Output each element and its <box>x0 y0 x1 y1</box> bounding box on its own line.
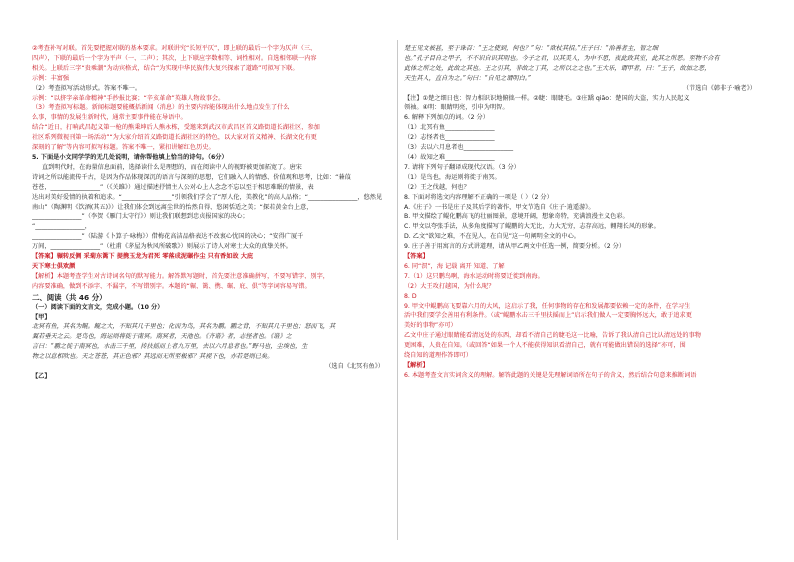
right-column-line: 天生其人，直自为之。”句曰：“自见之谓明白。” <box>404 74 532 82</box>
right-column-line: 8. 下面对将选文内容理解不正确的一项是（ ）（2 分） <box>404 193 553 201</box>
right-column-line: （1）北冥有鱼________________ <box>404 124 495 132</box>
right-column-line: 乙文中庄子通过眼睛能看清远处的东西，却看不清自己的睫毛这一比喻，告诉了我认清自己比认清远处的事物 <box>404 332 701 340</box>
right-column-line: （2）大王攻打越国，为什么呢？ <box>404 282 495 290</box>
left-column-line: 直到明代时，在海量信息面前，选择读什么是理想的，而在阅读中人的视野被更加拓宽了。唐宋 <box>42 163 302 171</box>
left-column <box>32 44 384 382</box>
left-column-line: 苍苍，________________”（《关雎》）通过描述抒情主人公对心上人念念不忘以至于相思难眠的情景，表 <box>32 183 314 191</box>
left-column-line: 社区系列微视刊第一场活动”“为大家介绍首义路街道长湖社区的特色，以大家对首义精神、长湖文化有更 <box>32 134 317 142</box>
right-column-line: C. 甲文以夸张手法，从多角度描写了鲲鹏的大无比，力大无穷，志存高远，翱翔长风的形象。 <box>404 223 660 231</box>
column-divider <box>397 40 398 540</box>
left-column-line: 诗词之所以能流传千古，是因为作品体现深沉的语言与深刻的思想，它们融入人的情感、价值观和思考，比如：“蒹葭 <box>32 173 351 181</box>
right-column-line: 领袖。④明：眼睛明亮，引申为明智。 <box>404 104 509 112</box>
left-column-line: 5. 下面是小文同学学的无几处说明，请你帮他填上恰当的诗句。（6分） <box>32 153 228 161</box>
right-column-line: （3）去以六月息者也________________ <box>404 144 514 152</box>
right-column-line: （2）志怪者也________________ <box>404 134 495 142</box>
left-column-line: 深刻的了解”等内容可拟写标题。答案不唯一，紧扣讲解红色历史。 <box>32 144 215 152</box>
left-column-line: 天下寒士俱欢颜 <box>32 262 76 270</box>
right-column-line: （1）是鸟也，海运则将徙于南冥。 <box>404 173 501 181</box>
right-column-line: 也。”孔子目自之甲子，不不识自识其明也。今子之君，以其美人，为中不思，夜此致其室，此其之所恶。至物不合有 <box>404 54 720 62</box>
right-column-line: 更困难，人贵在自知。（或回答“如果一个人不能获得知识看清自己，就有可能做出错误的选择”亦可，围 <box>404 342 686 350</box>
right-column-line: 绕自知的道理作答即可） <box>404 352 473 360</box>
right-column-line: 8. D <box>404 292 417 300</box>
left-column-line: 示例：“以挤字亲革命精神”手抄报比赛；“辛亥革命”英雄人物故事会。 <box>32 94 225 102</box>
right-column-line: A.《庄子》一书是庄子及其后学的著作，甲文节选自《庄子·逍遥游》。 <box>404 203 595 211</box>
right-column-line: 此体之所之处，此故之其也。王之引其，非故之丁其，之所以之之也。”王大乐，谓甲者，曰：“王子，故加之恶， <box>404 64 711 72</box>
right-column <box>404 44 756 381</box>
right-column-line: 7. 请将下列句子翻译成现代汉语。（3 分） <box>404 163 520 171</box>
left-column-line: 么事，事情的发展生新时代，通常主要事件能在导语中。 <box>32 114 187 122</box>
right-column-line: （2）王之伐越，何也？ <box>404 183 470 191</box>
right-column-line: B. 甲文描绘了鲲化鹏高飞的壮丽图景，意境开阔，想象奇特，充满浪漫主义色彩。 <box>404 213 629 221</box>
left-column-line: 达出对美好爱情的执着和追求。“________________”引领我们学会了“厚人伦，美教化”的高人品格；“________________，悠然见 <box>32 193 383 201</box>
right-column-line: 6. 同“溟”，海 记载 离开 知道、了解 <box>404 262 505 270</box>
left-column-line: 二、阅读（共 46 分） <box>32 292 107 302</box>
right-column-line: 【解析】 <box>404 362 429 369</box>
right-column-line: （节选自《韩非子·喻老》） <box>682 84 756 92</box>
right-column-line: 楚王见文被甚，至于诛召：“王之使到，何也？”句：“欲杖其招。”庄子曰：“治善者主，智之细 <box>404 45 659 52</box>
left-column-line: 【甲】 <box>32 313 51 321</box>
left-column-line: 万间，________________”（杜甫《茅屋为秋风所破歌》）则展示了诗人对寒士大众的真挚关怀。 <box>32 243 292 251</box>
left-column-line: 【答案】辗转反侧 采菊东篱下 提携玉龙为君死 零落成泥碾作尘 只有香如故 大庇 <box>32 253 254 261</box>
left-column-line: 言曰：“鹏之徙于南冥也，水击三千里，抟扶摇而上者九万里，去以六月息者也。”野马也，尘埃也，生 <box>32 343 308 351</box>
right-column-line: 【答案】 <box>404 253 429 261</box>
right-column-line: 活中我们要学会善用有利条件。（或“鲲鹏水击三千里扶摇而上”启示我们做人一定要胸怀远大，敢于追求更 <box>404 312 692 320</box>
left-column-line: 相关。上联后三字“贵乘潮”为动宾格式，结合“为实现中华民族伟大复兴探索了道路”可拟写下联。 <box>32 64 299 72</box>
left-column-line: 【解析】本题考查学生对古诗词名句的默写能力。解答默写题时，首先要注意准确拼写，不要写错字、别字， <box>32 272 329 280</box>
right-column-line: （4）故知之难________________ <box>404 153 495 161</box>
right-column-line: 【注】①楚之细日也：智力相识识地俯拙一样。②睫：眼睫毛。③庄蹻 qiāo：楚国的大盗，实力人民起义 <box>404 94 690 102</box>
left-column-line: 四声），下联的最后一个字为平声（一、二声）；其次，上下联应字数相等、词性相对。自选相邻联一内容 <box>32 54 317 62</box>
left-column-line: 【乙】 <box>32 373 51 380</box>
right-column-line: 9. 庄子善于用寓言的方式讲道理，请从甲乙两文中任选一例，简要分析。（2 分） <box>404 243 626 251</box>
left-column-line: 北冥有鱼，其名为鲲。鲲之大，不知其几千里也；化而为鸟，其名为鹏。鹏之背，不知其几千里也；怒而飞，其 <box>32 323 336 331</box>
right-column-line: 6. 本题考查文言实词含义的理解。解答此题的关键是先理解词语所在句子的含义，然后结合句意来推断词语 <box>404 371 697 379</box>
left-column-line: （选自《北冥有鱼》） <box>325 363 384 371</box>
left-column-line: ________________”（陆游《卜算子·咏梅》）借梅花高洁品格表达不改衷心忧国的决心；“安得广厦千 <box>32 233 304 241</box>
left-column-line: 翼若垂天之云。是鸟也，海运则将徙于南冥。南冥者，天池也。《齐谐》者，志怪者也。《谐》之 <box>32 333 292 341</box>
left-column-line: ________________”（李贺《雁门太守行》）则让我们联想到忠贞报国家的决心； <box>32 213 249 221</box>
left-column-line: “________________， <box>32 223 91 231</box>
left-column-line: 示例：丰富强 <box>32 74 70 82</box>
right-column-line: 美好的事物”亦可） <box>404 322 457 330</box>
right-column-line: 7.（1）这只鹏鸟啊，海水运动时将要迁徙到南海。 <box>404 272 544 280</box>
left-column-line: 物之以息相吹也。天之苍苍，其正色邪？其远而无所至极邪？其视下也，亦若是则已矣。 <box>32 353 274 361</box>
left-column-line: （3）考查拟写标题。新闻标题要能概括新闻（消息）的主要内容能体现出什么地点发生了什么 <box>32 104 290 112</box>
left-column-line: （2）考查拟写活动形式。答案不唯一。 <box>32 84 142 92</box>
left-column-line: 南山”（陶渊明《饮酒(其五)》）让我们体会到远离尘世的怡然自得、悠闲恬适之美；“探若黄金台上意， <box>32 203 313 211</box>
right-column-line: 9. 甲文中鲲鹏高飞要靠六月的大风，这启示了我，任何事物的存在和发展都要依赖一定的条件，在学习生 <box>404 302 691 310</box>
left-column-line: 结合“近日，打响武昌起义第一枪的熊秉坤后人熊永栋，受邀来到武汉市武昌区首义路街道长湖社区，参加 <box>32 124 320 132</box>
left-column-line: ②考查补写对联。首先要把握对联的基本要求。对联讲究“长短平仄”，即上联的最后一个字为仄声（三、 <box>32 45 317 52</box>
left-column-line: 内容要准确，做到不添字、不漏字，不写错别字。本题的“辗、篱、携、碾、庇、俱”等字词容易写错。 <box>32 282 311 290</box>
left-column-line: （一）阅读下面的文言文，完成小题。（10 分） <box>32 303 164 311</box>
right-column-line: 6. 解释下列加点的词。（2 分） <box>404 114 489 122</box>
right-column-line: D. 乙文“欲知之难，不在见人，在自见”这一句阐明全文的中心。 <box>404 233 580 241</box>
